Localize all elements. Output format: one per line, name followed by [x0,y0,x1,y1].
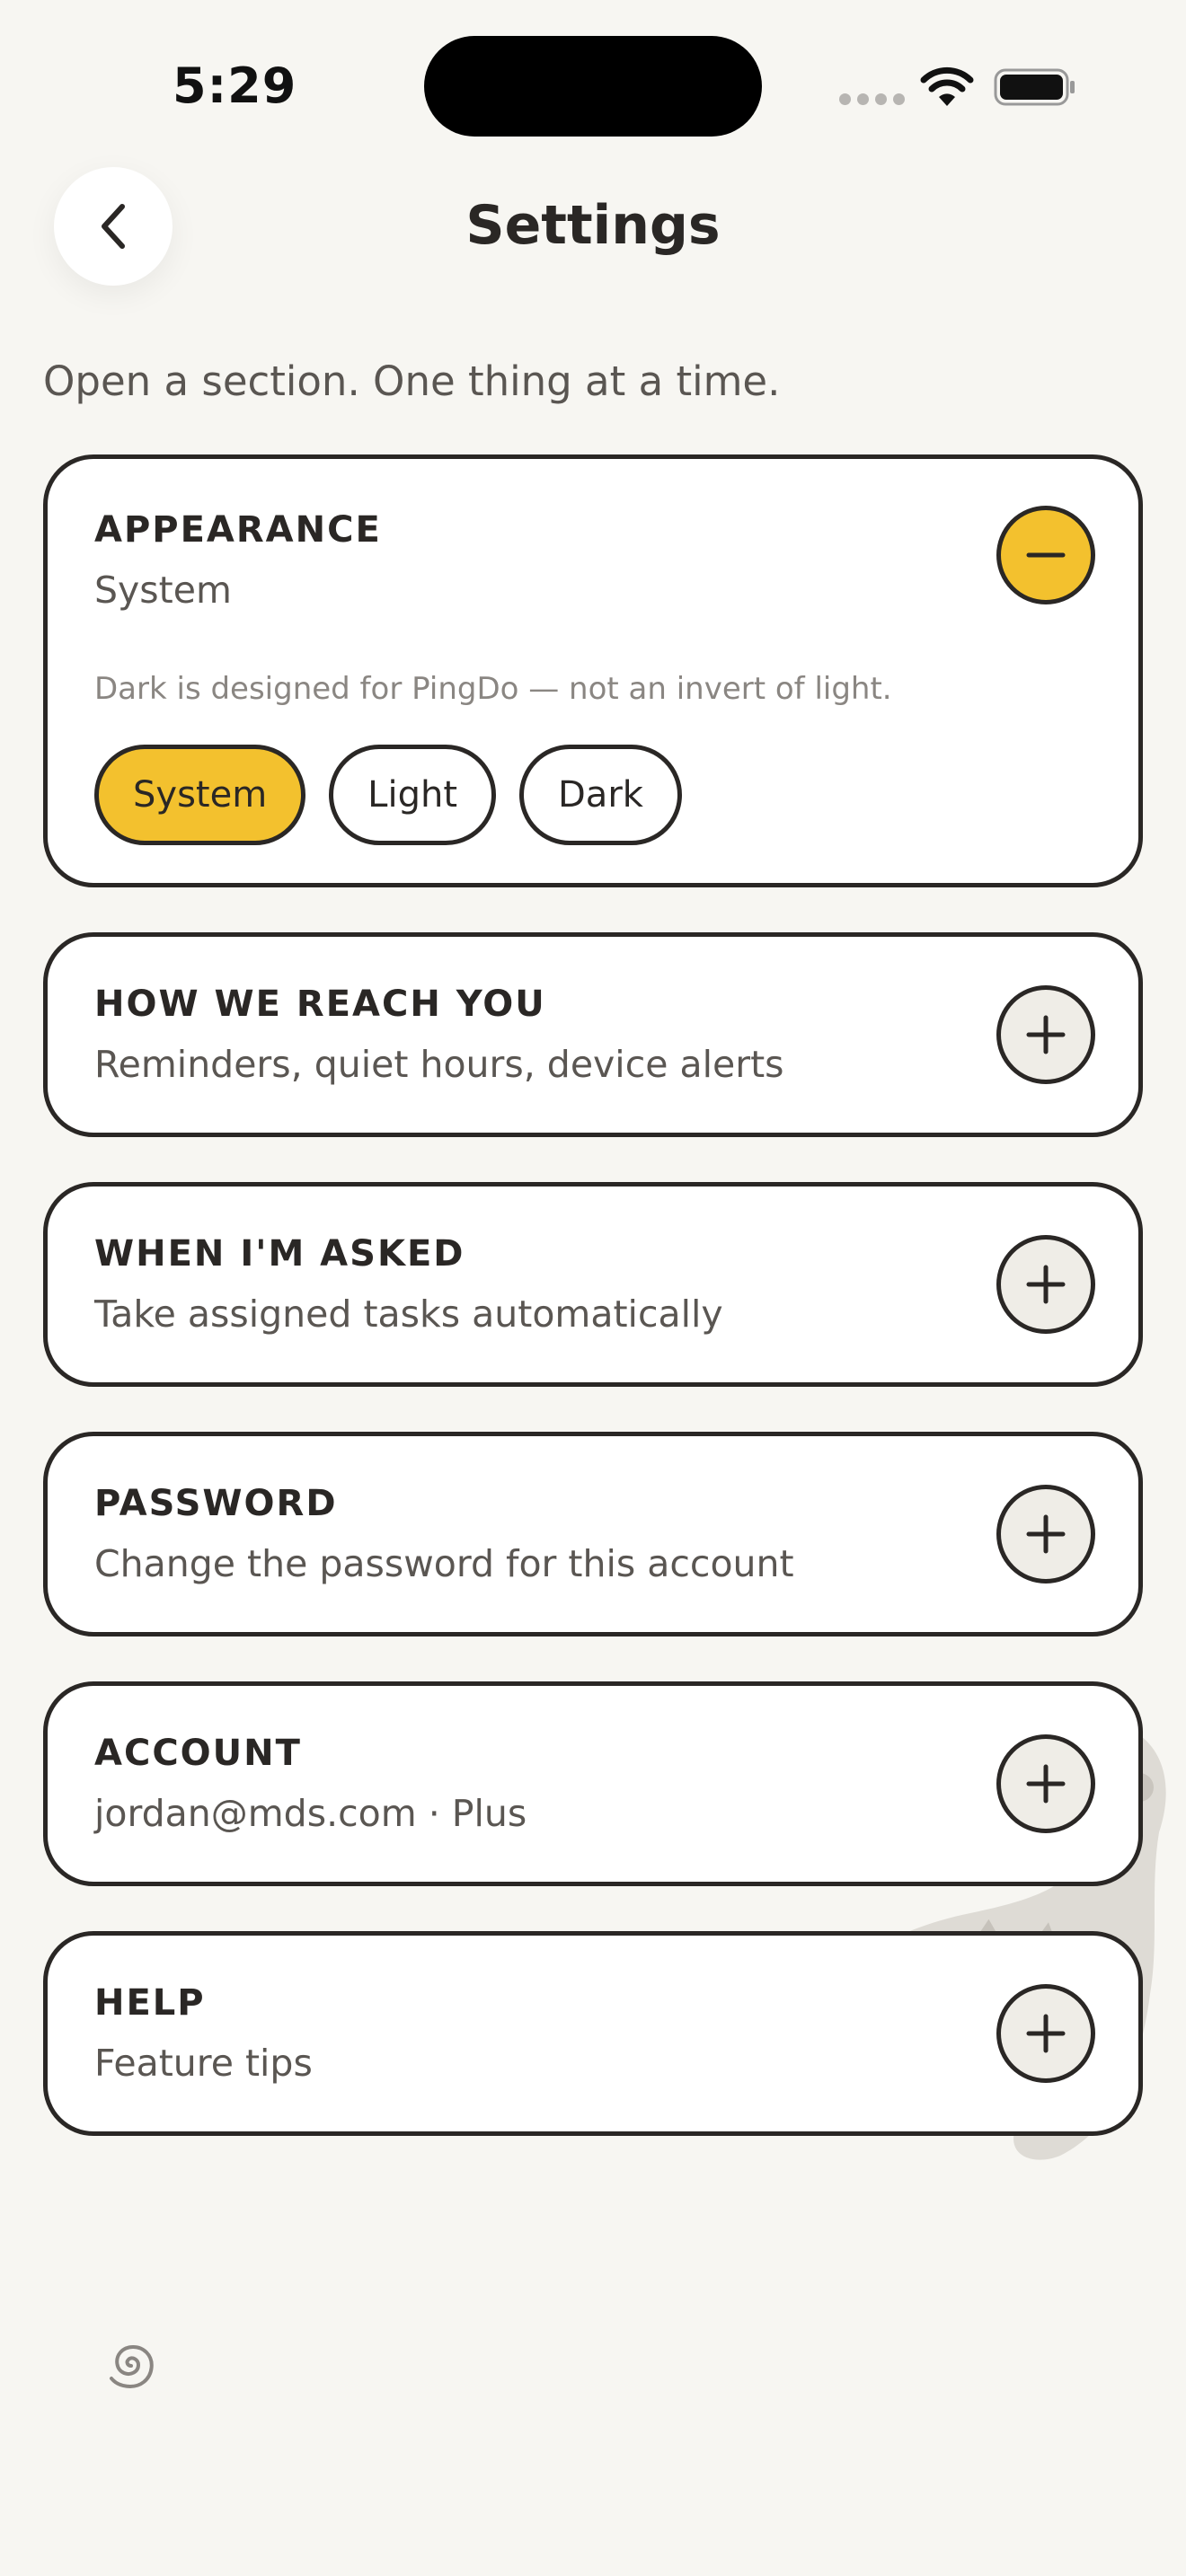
expand-button[interactable] [996,1485,1095,1584]
battery-icon [994,68,1076,106]
reach-section[interactable] [43,932,1143,1137]
appearance-hint: Dark is designed for PingDo — not an invert of light. [94,671,892,707]
expand-button[interactable] [996,1734,1095,1833]
password-section[interactable] [43,1432,1143,1636]
wifi-icon [920,66,974,110]
swirl-logo-icon [97,2330,165,2398]
intro-text: Open a section. One thing at a time. [43,357,781,405]
section-subtitle: Change the password for this account [94,1542,794,1585]
section-subtitle: Reminders, quiet hours, device alerts [94,1043,784,1086]
plus-icon [1023,1512,1068,1557]
appearance-options [94,745,682,845]
option-system-chip[interactable]: System [94,745,305,845]
section-title: PASSWORD [94,1483,338,1524]
section-value: System [94,569,232,612]
section-subtitle: Feature tips [94,2042,313,2085]
minus-icon [1023,533,1068,578]
option-dark-chip[interactable]: Dark [519,745,682,845]
dynamic-island [424,36,762,137]
account-section[interactable] [43,1681,1143,1886]
section-subtitle: jordan@mds.com · Plus [94,1792,527,1835]
expand-button[interactable] [996,1984,1095,2083]
section-title: ACCOUNT [94,1733,302,1774]
plus-icon [1023,1761,1068,1806]
plus-icon [1023,1262,1068,1307]
when-asked-section[interactable] [43,1182,1143,1387]
section-subtitle: Take assigned tasks automatically [94,1292,723,1336]
section-title: APPEARANCE [94,509,382,551]
section-title: HELP [94,1982,206,2024]
plus-icon [1023,2011,1068,2056]
option-light-chip[interactable]: Light [329,745,496,845]
collapse-button[interactable] [996,506,1095,604]
expand-button[interactable] [996,1235,1095,1334]
plus-icon [1023,1012,1068,1057]
cellular-signal-icon [839,93,905,105]
help-section[interactable] [43,1931,1143,2136]
expand-button[interactable] [996,985,1095,1084]
status-time: 5:29 [173,57,297,114]
section-title: HOW WE REACH YOU [94,984,546,1025]
section-title: WHEN I'M ASKED [94,1233,465,1275]
page-title: Settings [465,194,721,257]
appearance-section [43,454,1143,887]
